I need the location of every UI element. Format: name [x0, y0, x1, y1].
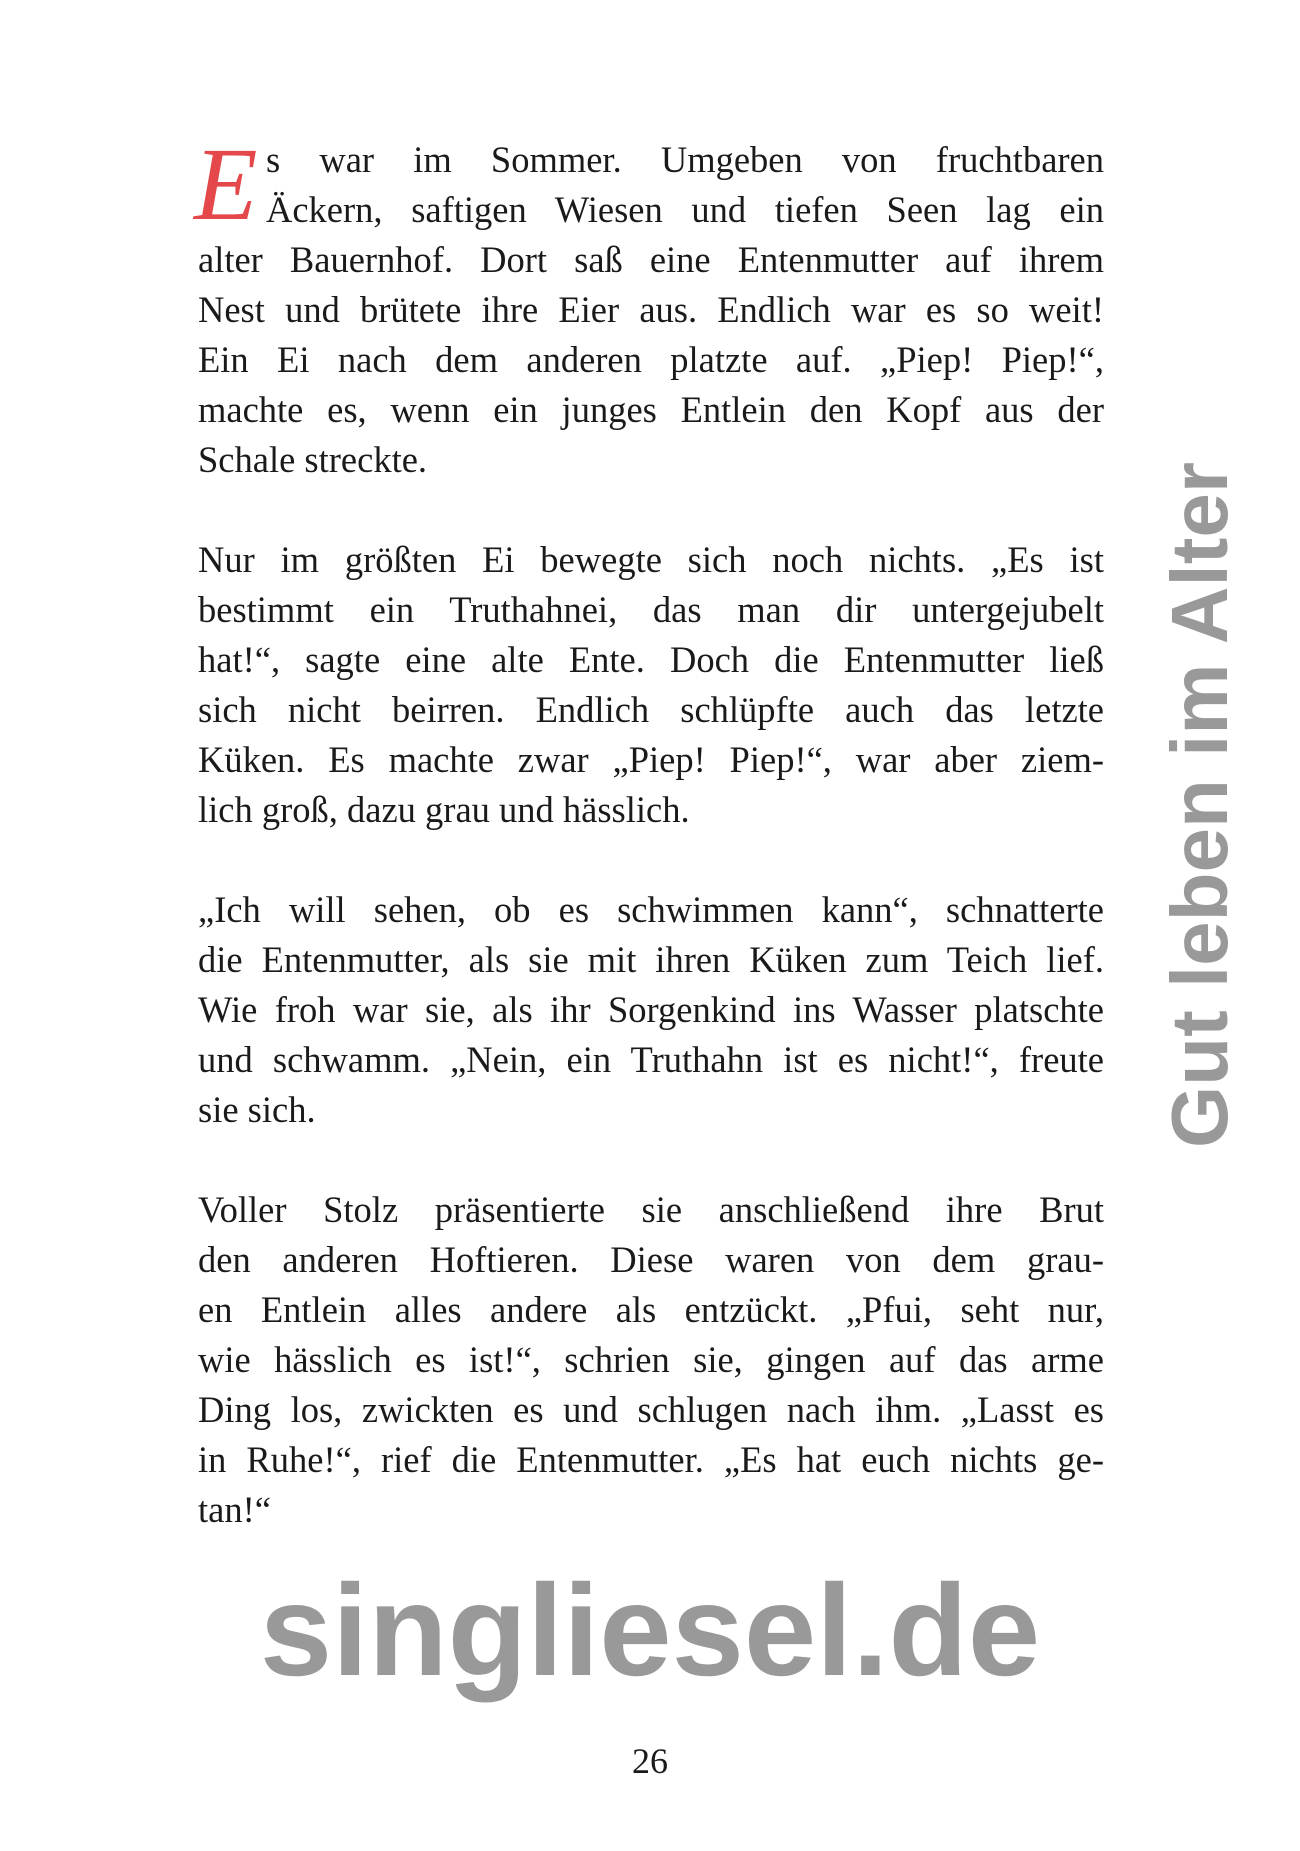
text-line: Küken. Es machte zwar „Piep! Piep!“, war aber ziem- [198, 739, 1104, 780]
text-line: hat!“, sagte eine alte Ente. Doch die Entenmutter ließ [198, 639, 1104, 680]
text-line: „Ich will sehen, ob es schwimmen kann“, schnatterte [198, 889, 1104, 930]
text-line: Ding los, zwickten es und schlugen nach ihm. „Lasst es [198, 1389, 1104, 1430]
text-line: bestimmt ein Truthahnei, das man dir untergejubelt [198, 589, 1104, 630]
text-line: Äckern, saftigen Wiesen und tiefen Seen lag ein [266, 189, 1104, 230]
text-line: Ein Ei nach dem anderen platzte auf. „Piep! Piep!“, [198, 339, 1104, 380]
text-line: Nur im größten Ei bewegte sich noch nichts. „Es ist [198, 539, 1104, 580]
text-line: Schale streckte. [198, 439, 428, 480]
text-line: lich groß, dazu grau und hässlich. [198, 789, 690, 830]
text-line: den anderen Hoftieren. Diese waren von dem grau- [198, 1239, 1104, 1280]
text-line: Nest und brütete ihre Eier aus. Endlich war es so weit! [198, 289, 1104, 330]
text-line: wie hässlich es ist!“, schrien sie, gingen auf das arme [198, 1339, 1104, 1380]
text-line: sich nicht beirren. Endlich schlüpfte auch das letzte [198, 689, 1104, 730]
text-line: und schwamm. „Nein, ein Truthahn ist es nicht!“, freute [198, 1039, 1104, 1080]
paragraph [198, 885, 1104, 1135]
paragraph-gap [198, 835, 1104, 885]
text-line: tan!“ [198, 1489, 271, 1530]
watermark-site: singliesel.de [259, 1557, 1041, 1703]
text-line: alter Bauernhof. Dort saß eine Entenmutter auf ihrem [198, 239, 1104, 280]
text-line: sie sich. [198, 1089, 316, 1130]
paragraph [198, 135, 1104, 485]
text-line: in Ruhe!“, rief die Entenmutter. „Es hat euch nichts ge- [198, 1439, 1104, 1480]
text-line: Wie froh war sie, als ihr Sorgenkind ins Wasser platschte [198, 989, 1104, 1030]
paragraph-gap [198, 485, 1104, 535]
watermark-tagline: Gut leben im Alter [1155, 462, 1244, 1149]
paragraph [198, 1185, 1104, 1535]
text-line: die Entenmutter, als sie mit ihren Küken zum Teich lief. [198, 939, 1104, 980]
text-line: en Entlein alles andere als entzückt. „Pfui, seht nur, [198, 1289, 1104, 1330]
paragraph [198, 535, 1104, 835]
text-line: machte es, wenn ein junges Entlein den Kopf aus der [198, 389, 1104, 430]
story-text [194, 127, 1104, 1535]
page-number: 26 [632, 1741, 668, 1781]
text-line: s war im Sommer. Umgeben von fruchtbaren [266, 139, 1104, 180]
paragraph-gap [198, 1135, 1104, 1185]
drop-cap: E [194, 127, 258, 242]
text-line: Voller Stolz präsentierte sie anschließend ihre Brut [198, 1189, 1104, 1230]
